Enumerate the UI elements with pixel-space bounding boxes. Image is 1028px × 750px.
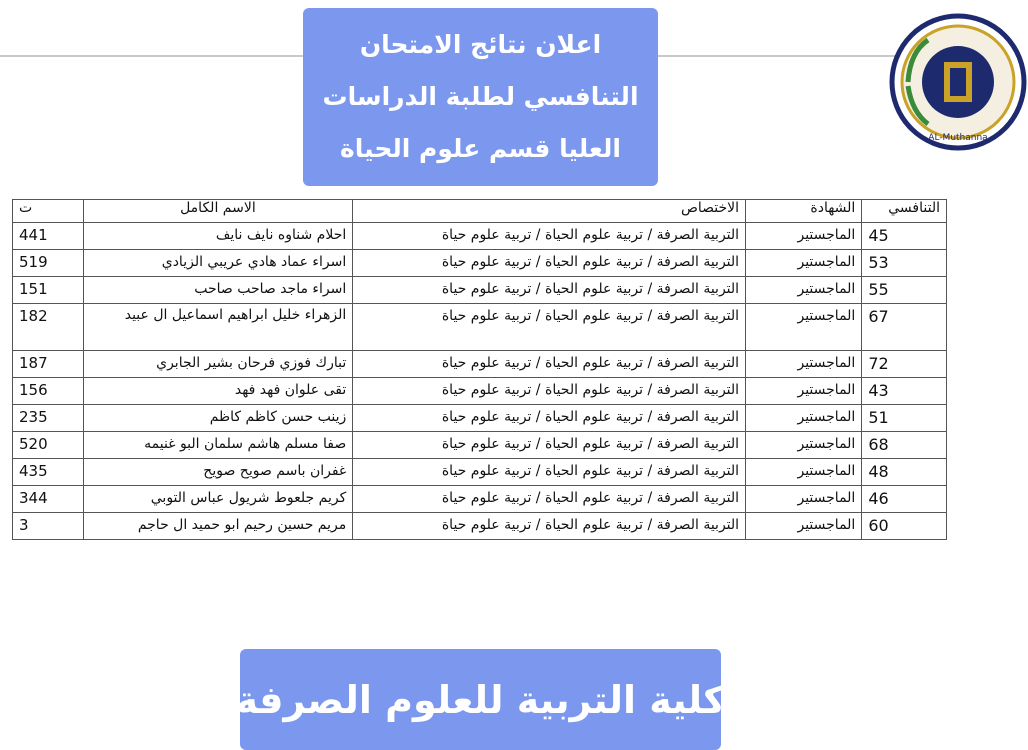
announcement-title-line-1: اعلان نتائج الامتحان — [359, 30, 602, 59]
specialization-cell: التربية الصرفة / تربية علوم الحياة / تربية علوم حياة — [353, 513, 746, 540]
competitive-score: 48 — [862, 459, 947, 486]
competitive-score: 55 — [862, 277, 947, 304]
serial-cell: 151 — [13, 277, 84, 304]
degree-cell: الماجستير — [746, 378, 862, 405]
specialization-cell: التربية الصرفة / تربية علوم الحياة / تربية علوم حياة — [353, 459, 746, 486]
serial-cell: 182 — [13, 304, 84, 351]
degree-cell: الماجستير — [746, 351, 862, 378]
degree-cell: الماجستير — [746, 304, 862, 351]
table-row — [13, 250, 947, 277]
table-row — [13, 277, 947, 304]
degree-cell: الماجستير — [746, 486, 862, 513]
degree-cell: الماجستير — [746, 250, 862, 277]
specialization-cell: التربية الصرفة / تربية علوم الحياة / تربية علوم حياة — [353, 277, 746, 304]
serial-cell: 3 — [13, 513, 84, 540]
full-name-cell: تقى علوان فهد فهد — [83, 378, 353, 405]
col-degree-header: الشهادة — [746, 200, 862, 223]
competitive-score: 46 — [862, 486, 947, 513]
serial-cell: 235 — [13, 405, 84, 432]
full-name-cell: اسراء ماجد صاحب صاحب — [83, 277, 353, 304]
full-name-cell: تبارك فوزي فرحان بشير الجابري — [83, 351, 353, 378]
full-name-cell: كريم جلعوط شريول عباس التوبي — [83, 486, 353, 513]
full-name-cell: الزهراء خليل ابراهيم اسماعيل ال عبيد — [83, 304, 353, 351]
specialization-cell: التربية الصرفة / تربية علوم الحياة / تربية علوم حياة — [353, 405, 746, 432]
table-row — [13, 223, 947, 250]
col-specialization-header: الاختصاص — [353, 200, 746, 223]
competitive-score: 72 — [862, 351, 947, 378]
specialization-cell: التربية الصرفة / تربية علوم الحياة / تربية علوم حياة — [353, 378, 746, 405]
college-banner — [235, 649, 726, 750]
college-name: كلية التربية للعلوم الصرفة — [235, 677, 726, 722]
specialization-cell: التربية الصرفة / تربية علوم الحياة / تربية علوم حياة — [353, 304, 746, 351]
table-row — [13, 432, 947, 459]
full-name-cell: زينب حسن كاظم كاظم — [83, 405, 353, 432]
competitive-score: 67 — [862, 304, 947, 351]
degree-cell: الماجستير — [746, 223, 862, 250]
results-table — [12, 199, 947, 540]
serial-cell: 435 — [13, 459, 84, 486]
competitive-score: 53 — [862, 250, 947, 277]
logo-caption: AL-Muthanna — [928, 133, 988, 143]
specialization-cell: التربية الصرفة / تربية علوم الحياة / تربية علوم حياة — [353, 486, 746, 513]
degree-cell: الماجستير — [746, 459, 862, 486]
full-name-cell: مريم حسين رحيم ابو حميد ال حاجم — [83, 513, 353, 540]
announcement-title-line-2: التنافسي لطلبة الدراسات — [322, 82, 639, 111]
table-header-row — [13, 200, 947, 223]
competitive-score: 45 — [862, 223, 947, 250]
serial-cell: 156 — [13, 378, 84, 405]
table-row — [13, 405, 947, 432]
table-row — [13, 351, 947, 378]
full-name-cell: صفا مسلم هاشم سلمان البو غنيمه — [83, 432, 353, 459]
table-row — [13, 513, 947, 540]
full-name-cell: غفران باسم صويح صويح — [83, 459, 353, 486]
table-row — [13, 378, 947, 405]
announcement-banner — [303, 8, 658, 186]
degree-cell: الماجستير — [746, 513, 862, 540]
serial-cell: 520 — [13, 432, 84, 459]
degree-cell: الماجستير — [746, 405, 862, 432]
table-row — [13, 304, 947, 351]
table-row — [13, 459, 947, 486]
table-row — [13, 486, 947, 513]
col-full-name-header: الاسم الكامل — [83, 200, 353, 223]
announcement-title-line-3: العليا قسم علوم الحياة — [340, 134, 621, 163]
degree-cell: الماجستير — [746, 432, 862, 459]
specialization-cell: التربية الصرفة / تربية علوم الحياة / تربية علوم حياة — [353, 432, 746, 459]
full-name-cell: اسراء عماد هادي عريبي الزيادي — [83, 250, 353, 277]
competitive-score: 43 — [862, 378, 947, 405]
degree-cell: الماجستير — [746, 277, 862, 304]
competitive-score: 51 — [862, 405, 947, 432]
full-name-cell: احلام شناوه نايف نايف — [83, 223, 353, 250]
university-logo-icon — [888, 12, 1028, 152]
specialization-cell: التربية الصرفة / تربية علوم الحياة / تربية علوم حياة — [353, 351, 746, 378]
col-t-header: ت — [13, 200, 84, 223]
serial-cell: 187 — [13, 351, 84, 378]
competitive-score: 60 — [862, 513, 947, 540]
serial-cell: 344 — [13, 486, 84, 513]
specialization-cell: التربية الصرفة / تربية علوم الحياة / تربية علوم حياة — [353, 250, 746, 277]
specialization-cell: التربية الصرفة / تربية علوم الحياة / تربية علوم حياة — [353, 223, 746, 250]
col-competitive-header: التنافسي — [862, 200, 947, 223]
serial-cell: 519 — [13, 250, 84, 277]
competitive-score: 68 — [862, 432, 947, 459]
serial-cell: 441 — [13, 223, 84, 250]
